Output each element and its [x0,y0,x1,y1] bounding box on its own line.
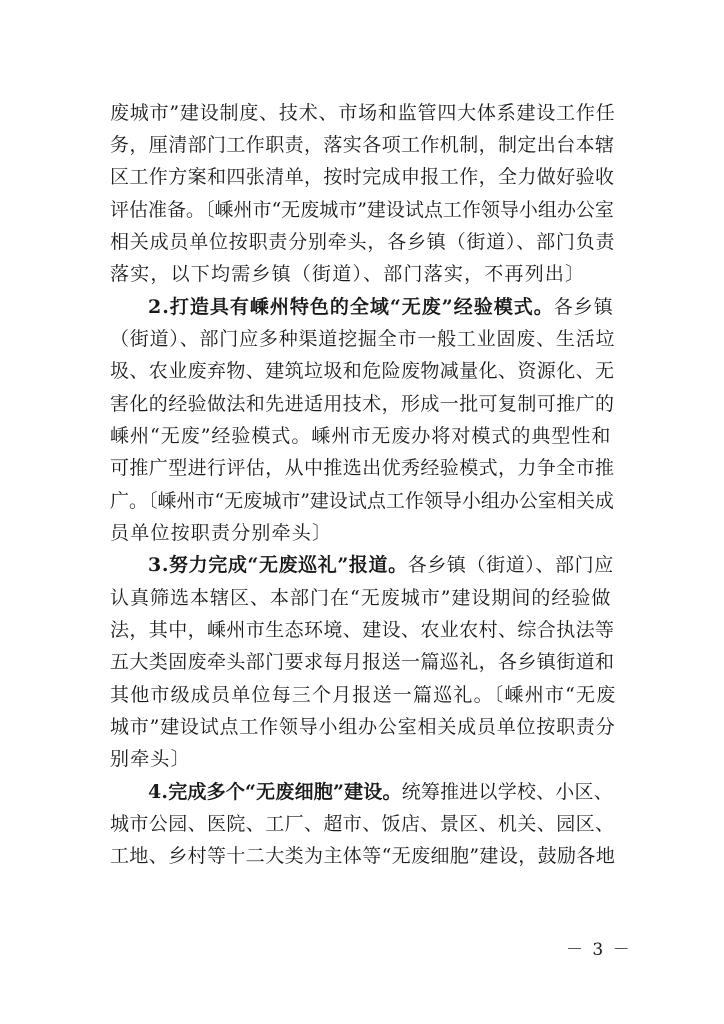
body-line: 法，其中，嵊州市生态环境、建设、农业农村、综合执法等 [110,619,615,641]
body-line: 落实，以下均需乡镇（街道）、部门落实，不再列出〕 [110,263,586,285]
body-line: （街道）、部门应多种渠道挖掘全市一般工业固废、生活垃 [110,328,616,350]
section-2-heading: 2.打造具有嵊州特色的全域“无废”经验模式。 [148,296,554,318]
page-number: － 3 － [566,940,632,960]
body-line: 评估准备。〔嵊州市“无废城市”建设试点工作领导小组办公室 [110,199,614,221]
section-2-heading-line: 2.打造具有嵊州特色的全域“无废”经验模式。各乡镇 [148,296,614,318]
section-3-heading-line: 3.努力完成“无废巡礼”报道。各乡镇（街道）、部门应 [148,554,614,576]
body-line: 可推广型进行评估，从中推选出优秀经验模式，力争全市推 [110,457,615,479]
body-line: 认真筛选本辖区、本部门在“无废城市”建设期间的经验做 [110,587,612,609]
body-line: 区工作方案和四张清单，按时完成申报工作，全力做好验收 [110,166,615,188]
body-line: 五大类固废牵头部门要求每月报送一篇巡礼，各乡镇街道和 [110,651,615,673]
section-4-heading: 4.完成多个“无废细胞”建设。 [148,781,402,803]
section-3-heading: 3.努力完成“无废巡礼”报道。 [148,554,408,576]
body-line: 工地、乡村等十二大类为主体等“无废细胞”建设，鼓励各地 [110,845,616,867]
body-line: 城市公园、医院、工厂、超市、饭店、景区、机关、园区、 [110,813,615,835]
body-line: 圾、农业废弃物、建筑垃圾和危险废物减量化、资源化、无 [110,360,615,382]
body-line: 嵊州“无废”经验模式。嵊州市无废办将对模式的典型性和 [110,425,612,447]
body-line: 害化的经验做法和先进适用技术，形成一批可复制可推广的 [110,393,615,415]
body-line: 员单位按职责分别牵头〕 [110,522,333,544]
body-line: 相关成员单位按职责分别牵头，各乡镇（街道）、部门负责 [110,231,616,253]
body-line: 其他市级成员单位每三个月报送一篇巡礼。〔嵊州市“无废 [110,684,617,706]
body-line: 广。〔嵊州市“无废城市”建设试点工作领导小组办公室相关成 [110,490,614,512]
body-line: 别牵头〕 [110,748,191,770]
body-line: 务，厘清部门工作职责，落实各项工作机制，制定出台本辖 [110,134,615,156]
body-line: 城市”建设试点工作领导小组办公室相关成员单位按职责分 [110,716,616,738]
body-line: 废城市”建设制度、技术、市场和监管四大体系建设工作任 [110,102,616,124]
section-4-heading-line: 4.完成多个“无废细胞”建设。统筹推进以学校、小区、 [148,781,613,803]
